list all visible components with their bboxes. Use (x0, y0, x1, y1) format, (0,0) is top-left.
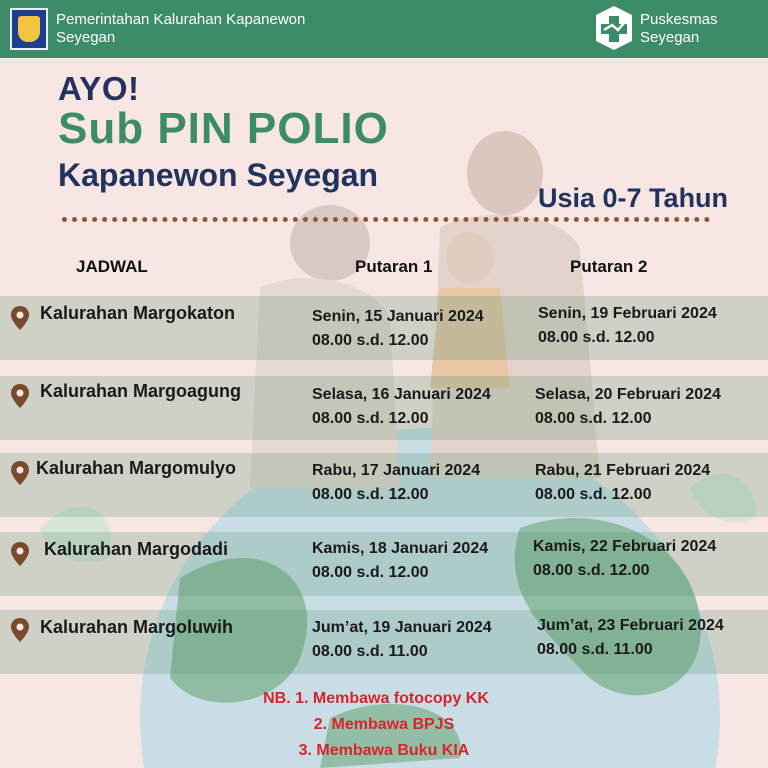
location-pin-icon (10, 460, 30, 486)
round1-schedule (312, 459, 480, 507)
round1-date: Kamis, 18 Januari 2024 (312, 540, 489, 557)
round2-date: Jum’at, 23 Februari 2024 (537, 617, 724, 634)
note-line-2: 2. Membawa BPJS (313, 716, 455, 733)
campaign-title: Sub PIN POLIO (58, 104, 389, 153)
round2-date: Selasa, 20 Februari 2024 (535, 386, 721, 403)
location-name: Kalurahan Margokaton (40, 303, 236, 323)
district-subtitle: Kapanewon Seyegan (58, 157, 379, 193)
round1-date: Rabu, 17 Januari 2024 (312, 462, 481, 479)
round2-time: 08.00 s.d. 12.00 (535, 410, 652, 427)
round1-schedule (312, 305, 484, 353)
round1-time: 08.00 s.d. 12.00 (312, 332, 429, 349)
round1-date: Senin, 15 Januari 2024 (312, 308, 484, 325)
location-pin-icon (10, 617, 30, 643)
location-pin-icon (10, 383, 30, 409)
location-pin-icon (10, 305, 30, 331)
round2-schedule (537, 614, 724, 662)
round2-date: Rabu, 21 Februari 2024 (535, 462, 711, 479)
round1-date: Jum’at, 19 Januari 2024 (312, 619, 492, 636)
round1-time: 08.00 s.d. 12.00 (312, 410, 429, 427)
note-line-3: 3. Membawa Buku KIA (298, 742, 470, 759)
header-putaran-2: Putaran 2 (570, 257, 648, 276)
age-range-label: Usia 0-7 Tahun (538, 183, 729, 213)
round2-time: 08.00 s.d. 11.00 (537, 641, 653, 658)
round1-time: 08.00 s.d. 12.00 (312, 564, 429, 581)
header-jadwal: JADWAL (76, 257, 148, 276)
round2-time: 08.00 s.d. 12.00 (533, 562, 650, 579)
round2-schedule (535, 383, 721, 431)
round2-schedule (538, 302, 717, 350)
round1-time: 08.00 s.d. 12.00 (312, 486, 429, 503)
note-line-1: NB. 1. Membawa fotocopy KK (263, 690, 489, 707)
location-name: Kalurahan Margodadi (44, 539, 229, 559)
header-putaran-1: Putaran 1 (355, 257, 433, 276)
location-pin-icon (10, 541, 30, 567)
round1-schedule (312, 537, 488, 585)
round1-schedule (312, 616, 492, 664)
dotted-divider (62, 217, 710, 222)
round2-time: 08.00 s.d. 12.00 (535, 486, 652, 503)
round1-date: Selasa, 16 Januari 2024 (312, 386, 491, 403)
round1-schedule (312, 383, 491, 431)
round2-date: Senin, 19 Februari 2024 (538, 305, 717, 322)
round2-date: Kamis, 22 Februari 2024 (533, 538, 717, 555)
puskesmas-line-1: Puskesmas (640, 11, 718, 28)
round2-schedule (533, 535, 716, 583)
location-name: Kalurahan Margoluwih (40, 617, 234, 637)
location-name: Kalurahan Margoagung (40, 381, 242, 401)
round2-time: 08.00 s.d. 12.00 (538, 329, 655, 346)
puskesmas-line-2: Seyegan (640, 29, 700, 46)
round1-time: 08.00 s.d. 11.00 (312, 643, 428, 660)
org-line-1: Pemerintahan Kalurahan Kapanewon (56, 11, 306, 28)
org-line-2: Seyegan (56, 29, 116, 46)
ayo-heading: AYO! (58, 70, 140, 107)
location-name: Kalurahan Margomulyo (36, 458, 237, 478)
round2-schedule (535, 459, 710, 507)
